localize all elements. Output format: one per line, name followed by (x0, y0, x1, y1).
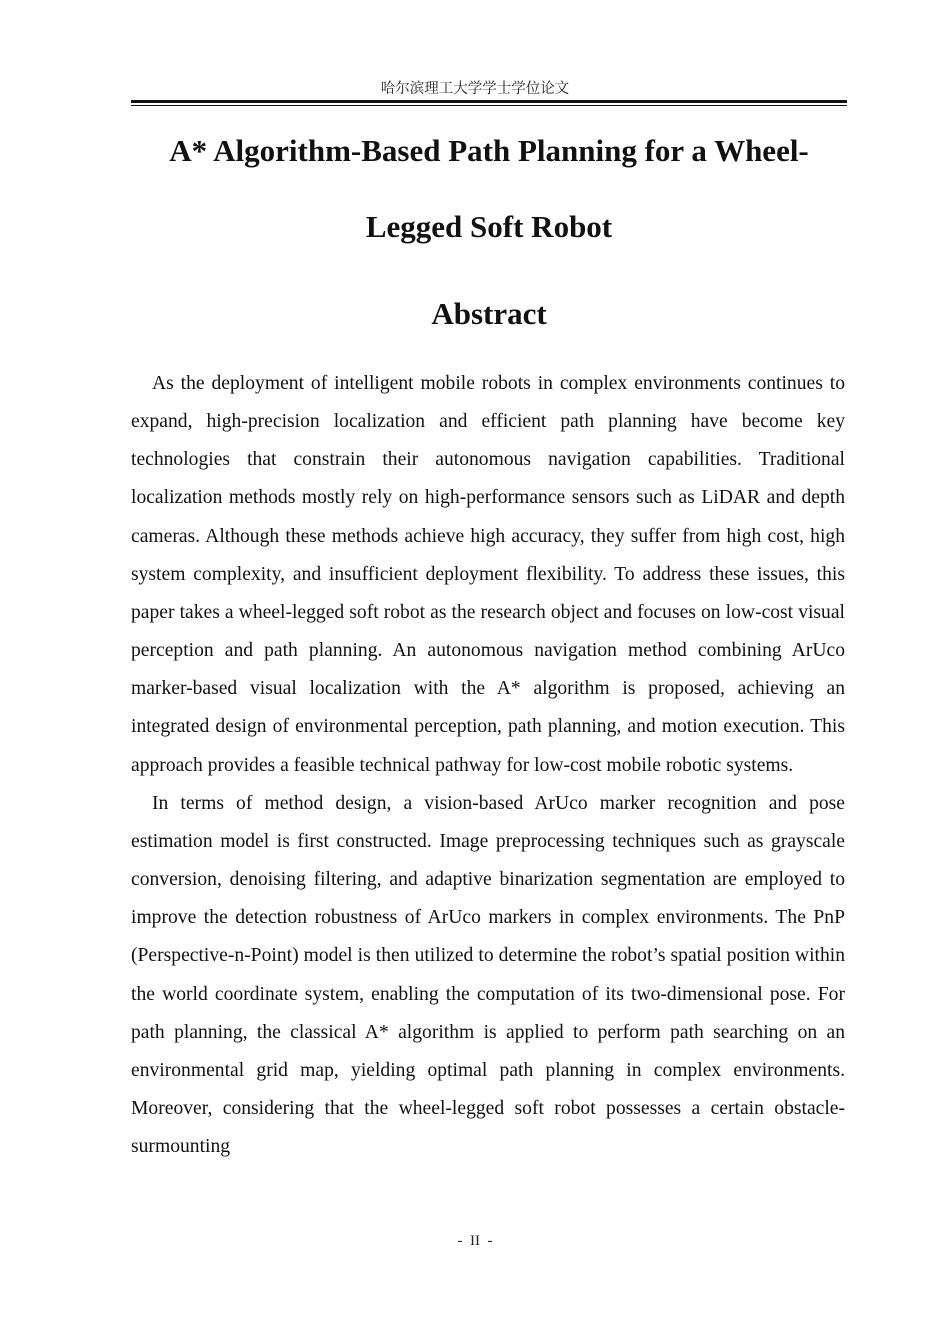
abstract-body (131, 365, 845, 1166)
header-rule-thick (131, 100, 847, 103)
thesis-title-line-1: A* Algorithm-Based Path Planning for a Wheel- (169, 133, 809, 168)
header-rule-thin (131, 105, 847, 106)
abstract-paragraph-1: As the deployment of intelligent mobile robots in complex environments continues to expand, high-precision localization and efficient path planning have become key technologies that constrain their autonomous navigation capabilities. Traditional localization methods mostly rely on high-performance sensors such as LiDAR and depth cameras. Although these methods achieve high accuracy, they suffer from high cost, high system complexity, and insufficient deployment flexibility. To address these issues, this paper takes a wheel-legged soft robot as the research object and focuses on low-cost visual perception and path planning. An autonomous navigation method combining ArUco marker-based visual localization with the A* algorithm is proposed, achieving an integrated design of environmental perception, path planning, and motion execution. This approach provides a feasible technical pathway for low-cost mobile robotic systems. (131, 373, 845, 776)
thesis-title-line-2: Legged Soft Robot (365, 209, 613, 244)
abstract-paragraph-2: In terms of method design, a vision-based ArUco marker recognition and pose estimation model is first constructed. Image preprocessing techniques such as grayscale conversion, denoising filtering, and adaptive binarization segmentation are employed to improve the detection robustness of ArUco markers in complex environments. The PnP (Perspective-n-Point) model is then utilized to determine the robot’s spatial position within the world coordinate system, enabling the computation of its two-dimensional pose. For path planning, the classical A* algorithm is applied to perform path searching on an environmental grid map, yielding optimal path planning in complex environments. Moreover, considering that the wheel-legged soft robot possesses a certain obstacle-surmounting (131, 792, 845, 1158)
running-header: 哈尔滨理工大学学士学位论文 (380, 81, 570, 97)
page-number: - II - (457, 1233, 493, 1249)
abstract-heading: Abstract (431, 296, 547, 331)
